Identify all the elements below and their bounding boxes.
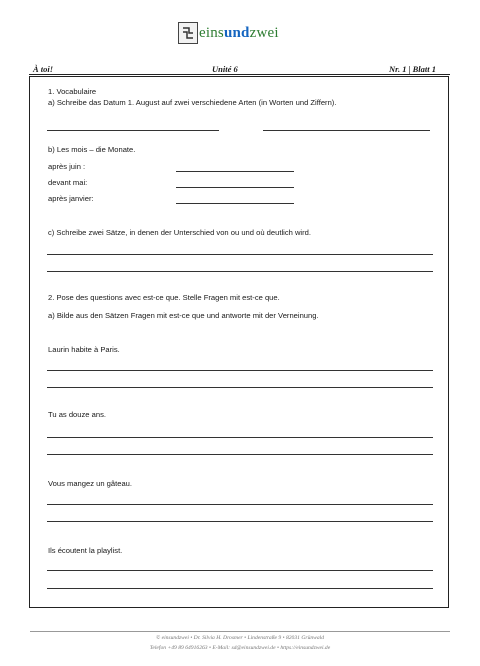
answer-line [176,203,294,204]
answer-line [47,588,433,589]
answer-line [47,521,433,522]
section1-title: 1. Vocabulaire [48,87,97,96]
header-right: Nr. 1 | Blatt 1 [389,64,436,74]
answer-line [47,504,433,505]
footer-rule [30,631,450,632]
section1-task-a: a) Schreibe das Datum 1. August auf zwei verschiedene Arten (in Worten und Ziffern). [48,98,337,107]
answer-line [47,437,433,438]
month-prompt: après juin : [48,162,86,171]
header-center: Unité 6 [212,64,238,74]
answer-line [47,271,433,272]
section1-task-b: b) Les mois – die Monate. [48,145,136,154]
month-prompt: devant mai: [48,178,88,187]
sentence: Laurin habite à Paris. [48,345,120,354]
sentence: Vous mangez un gâteau. [48,479,133,488]
header-rule [29,74,450,75]
header-left: À toi! [33,64,54,74]
section1-task-c: c) Schreibe zwei Sätze, in denen der Unterschied von ou und où deutlich wird. [48,228,311,237]
answer-line [263,130,430,131]
logo-text: einsundzwei [199,24,279,41]
footer-line1: © einsundzwei • Dr. Silvia H. Drosmer • Lindenstraße 9 • 82031 Grünwald [155,635,325,641]
answer-line [47,387,433,388]
answer-line [47,254,433,255]
section2-task-a: a) Bilde aus den Sätzen Fragen mit est-ce que und antworte mit der Verneinung. [48,311,319,320]
sentence: Ils écoutent la playlist. [48,546,123,555]
logo-box-icon [178,22,198,44]
section2-title: 2. Pose des questions avec est-ce que. Stelle Fragen mit est-ce que. [48,293,280,302]
answer-line [47,570,433,571]
answer-line [176,187,294,188]
month-prompt: après janvier: [48,194,94,203]
answer-line [47,130,219,131]
footer-line2: Telefon +49 89 64916263 • E-Mail: sd@einsundzwei.de • https://einsundzwei.de [149,645,331,651]
worksheet-frame [29,76,449,608]
sentence: Tu as douze ans. [48,410,106,419]
answer-line [176,171,294,172]
logo [178,20,279,46]
answer-line [47,370,433,371]
answer-line [47,454,433,455]
